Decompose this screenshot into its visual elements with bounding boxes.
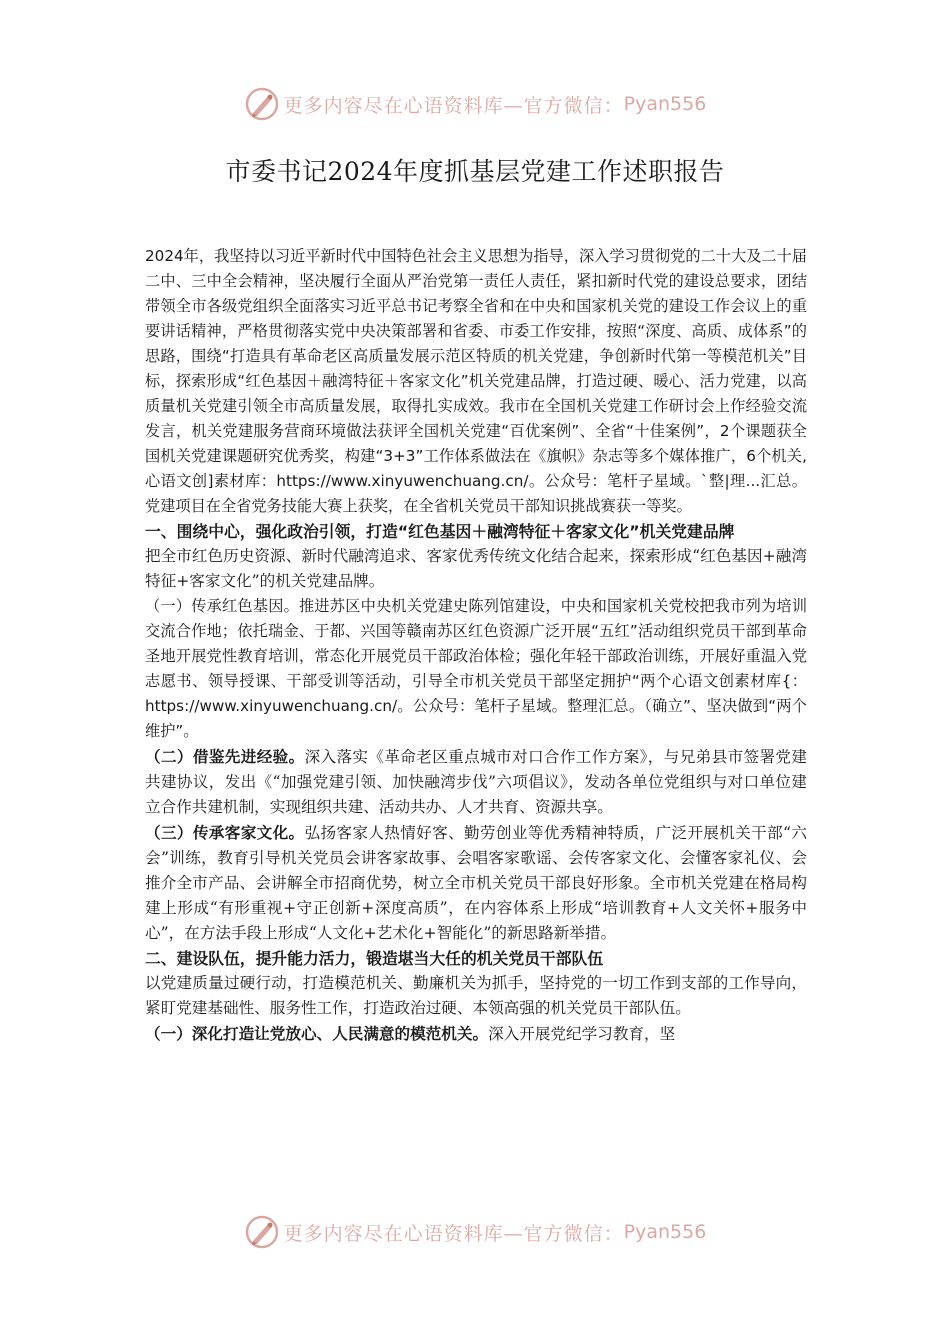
watermark-wechat-id: Pyan556 [623,1221,707,1243]
item-1-paragraph: （一）传承红色基因。推进苏区中央机关党建史陈列馆建设，中央和国家机关党校把我市列为培训交流合作地；依托瑞金、于都、兴国等赣南苏区红色资源广泛开展“五红”活动组织党员干部到革命圣地开展党性教育培训，常态化开展党员干部政治体检；强化年轻干部政治训练，开展好重温入党志愿书、领导授课、干部受训等活动，引导全市机关党员干部坚定拥护“两个心语文创素材库{：https://www.xinyuwenchuang.cn/。公众号：笔杆子星域。整理汇总。（确立”、坚决做到“两个维护”。 [145,597,807,740]
pen-logo-icon [244,86,280,122]
watermark-header [0,84,950,124]
item-2-lead: （二）借鉴先进经验。 [145,747,305,766]
watermark-footer [0,1212,950,1252]
intro-paragraph: 2024年，我坚持以习近平新时代中国特色社会主义思想为指导，深入学习贯彻党的二十大及二十届二中、三中全会精神，坚决履行全面从严治党第一责任人责任，紧扣新时代党的建设总要求，团结带领全市各级党组织全面落实习近平总书记考察全省和在中央和国家机关党的建设工作会议上的重要讲话精神，严格贯彻落实党中央决策部署和省委、市委工作安排，按照“深度、高质、成体系”的思路，围绕“打造具有革命老区高质量发展示范区特质的机关党建，争创新时代第一等模范机关”目标，探索形成“红色基因＋融湾特征＋客家文化”机关党建品牌，打造过硬、暖心、活力党建，以高质量机关党建引领全市高质量发展，取得扎实成效。我市在全国机关党建工作研讨会上作经验交流发言，机关党建服务营商环境做法获评全国机关党建“百优案例”、全省“十佳案例”，2个课题获全国机关党建课题研究优秀奖，构建“3+3”工作体系做法在《旗帜》杂志等多个媒体推广，6个机关,心语文创]素材库：https://www.xinyuwenchuang.cn/。公众号：笔杆子星域。`整|理...汇总。党建项目在全省党务技能大赛上获奖，在全省机关党员干部知识挑战赛获一等奖。 [145,247,807,515]
watermark-text: 更多内容尽在心语资料库—官方微信： [283,1222,624,1245]
item-3-lead: （三）传承客家文化。 [145,823,305,842]
section-2-heading: 二、建设队伍，提升能力活力，锻造堪当大任的机关党员干部队伍 [145,949,604,968]
section-2-intro: 以党建质量过硬行动，打造模范机关、勤廉机关为抓手，坚持党的一切工作到支部的工作导向，紧盯党建基础性、服务性工作，打造政治过硬、本领高强的机关党员干部队伍。 [145,974,807,1017]
section-1-intro: 把全市红色历史资源、新时代融湾追求、客家优秀传统文化结合起来，探索形成“红色基因+融湾特征+客家文化”的机关党建品牌。 [145,547,807,590]
item-2-body: 深入落实《革命老区重点城市对口合作工作方案》，与兄弟县市签署党建共建协议，发出《“加强党建引领、加快融湾步伐”六项倡议》，发动各单位党组织与对口单位建立合作共建机制，实现组织共建、活动共办、人才共育、资源共享。 [145,748,807,816]
section-1-heading: 一、围绕中心，强化政治引领，打造“红色基因＋融湾特征＋客家文化”机关党建品牌 [145,522,735,541]
item-3-body: 弘扬客家人热情好客、勤劳创业等优秀精神特质，广泛开展机关干部“六会”训练，教育引导机关党员会讲客家故事、会唱客家歌谣、会传客家文化、会懂客家礼仪、会推介全市产品、会讲解全市招商优势，树立全市机关党员干部良好形象。全市机关党建在格局构建上形成“有形重视+守正创新+深度高质”，在内容体系上形成“培训教育+人文关怀+服务中心”，在方法手段上形成“人文化+艺术化+智能化”的新思路新举措。 [145,824,807,942]
item-3-paragraph [145,820,807,946]
watermark-text: 更多内容尽在心语资料库—官方微信： [283,94,624,117]
item-4-paragraph [145,1021,807,1047]
watermark-wechat-id: Pyan556 [623,93,707,115]
document-title: 市委书记2024年度抓基层党建工作述职报告 [225,157,725,186]
pen-logo-icon [244,1214,280,1250]
item-2-paragraph [145,744,807,820]
item-4-body: 深入开展党纪学习教育，坚 [488,1025,676,1043]
item-4-lead: （一）深化打造让党放心、人民满意的模范机关。 [145,1024,489,1043]
document-body [145,244,807,1047]
